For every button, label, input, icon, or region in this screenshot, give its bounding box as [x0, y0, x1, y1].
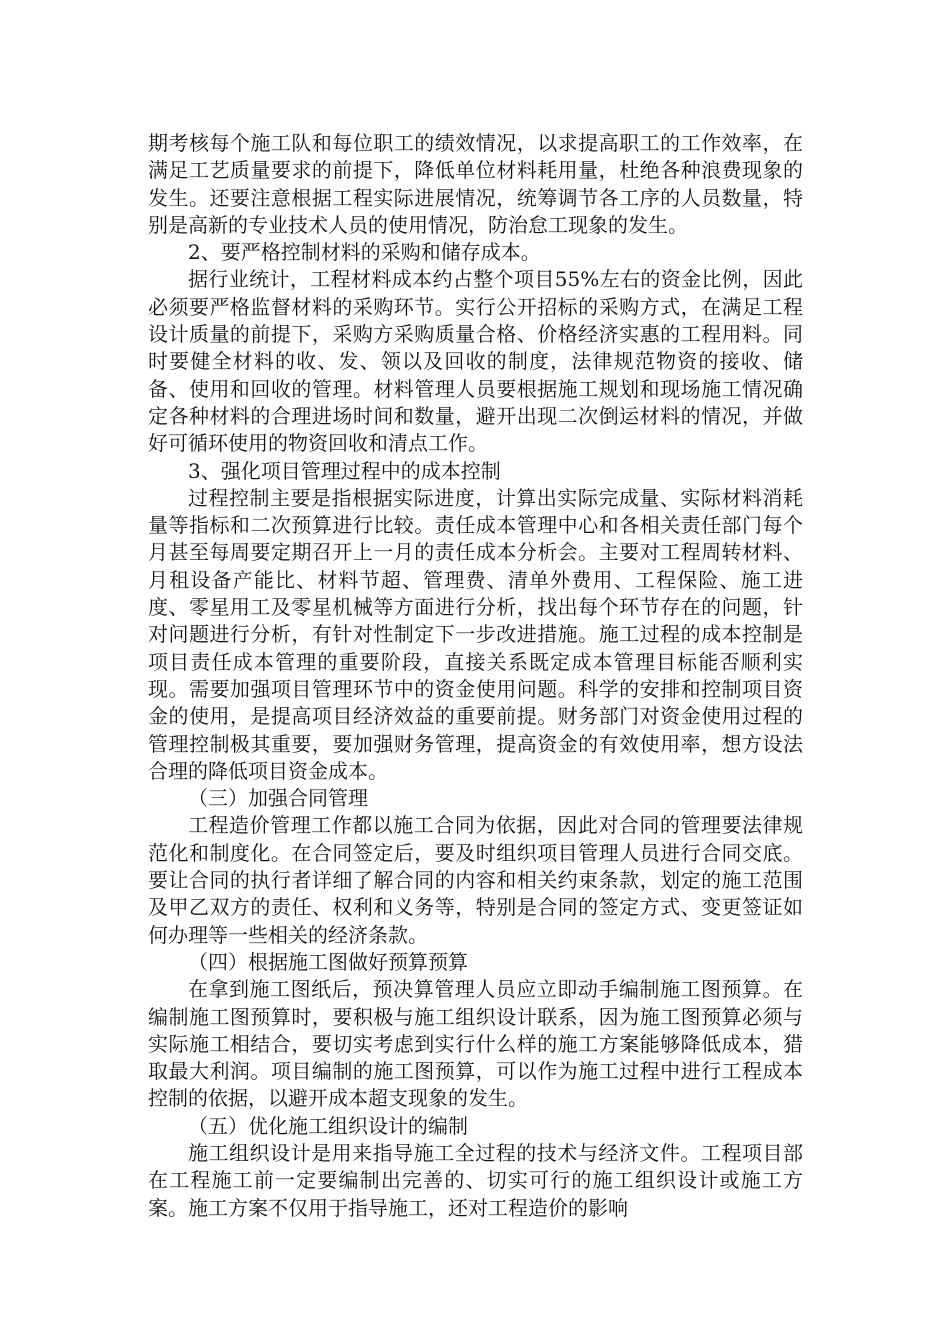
section-heading-materials: 2、要严格控制材料的采购和储存成本。 — [188, 240, 541, 265]
paragraph-organization-design: 施工组织设计是用来指导施工全过程的技术与经济文件。工程项目部在工程施工前一定要编制出完善的、切实可行的施工组织设计或施工方案。施工方案不仅用于指导施工，还对工程造价的影响 — [148, 1140, 803, 1220]
paragraph-budget: 在拿到施工图纸后，预决算管理人员应立即动手编制施工图预算。在编制施工图预算时，要积极与施工组织设计联系，因为施工图预算必须与实际施工相结合，要切实考虑到实行什么样的施工方案能够降低成本，猎取最大利润。项目编制的施工图预算，可以作为施工过程中进行工程成本控制的依据，以避开成本超支现象的发生。 — [148, 977, 803, 1111]
paragraph-continuation: 期考核每个施工队和每位职工的绩效情况，以求提高职工的工作效率，在满足工艺质量要求的前提下，降低单位材料耗用量，杜绝各种浪费现象的发生。还要注意根据工程实际进展情况，统筹调节各工序的人员数量，特别是高新的专业技术人员的使用情况，防治怠工现象的发生。 — [148, 131, 803, 237]
paragraph-process-control: 过程控制主要是指根据实际进度，计算出实际完成量、实际材料消耗量等指标和二次预算进行比较。责任成本管理中心和各相关责任部门每个月甚至每周要定期召开上一月的责任成本分析会。主要对工程周转材料、月租设备产能比、材料节超、管理费、清单外费用、工程保险、施工进度、零星用工及零星机械等方面进行分析，找出每个环节存在的问题，针对问题进行分析，有针对性制定下一步改进措施。施工过程的成本控制是项目责任成本管理的重要阶段，直接关系既定成本管理目标能否顺利实现。需要加强项目管理环节中的资金使用问题。科学的安排和控制项目资金的使用，是提高项目经济效益的重要前提。财务部门对资金使用过程的管理控制极其重要，要加强财务管理，提高资金的有效使用率，想方设法合理的降低项目资金成本。 — [148, 485, 803, 783]
section-heading-contract: （三）加强合同管理 — [188, 786, 368, 811]
section-heading-budget: （四）根据施工图做好预算预算 — [188, 949, 468, 974]
section-heading-process-control: 3、强化项目管理过程中的成本控制 — [188, 458, 501, 483]
paragraph-materials: 据行业统计，工程材料成本约占整个项目55%左右的资金比例，因此必须要严格监督材料的采购环节。实行公开招标的采购方式，在满足工程设计质量的前提下，采购方采购质量合格、价格经济实惠的工程用料。同时要健全材料的收、发、领以及回收的制度，法律规范物资的接收、储备、使用和回收的管理。材料管理人员要根据施工规划和现场施工情况确定各种材料的合理进场时间和数量，避开出现二次倒运材料的情况，并做好可循环使用的物资回收和清点工作。 — [148, 267, 803, 456]
paragraph-contract: 工程造价管理工作都以施工合同为依据，因此对合同的管理要法律规范化和制度化。在合同签定后，要及时组织项目管理人员进行合同交底。要让合同的执行者详细了解合同的内容和相关约束条款，划定的施工范围及甲乙双方的责任、权利和义务等，特别是合同的签定方式、变更签证如何办理等一些相关的经济条款。 — [148, 813, 803, 947]
section-heading-organization-design: （五）优化施工组织设计的编制 — [188, 1113, 468, 1138]
document-page — [148, 130, 803, 1222]
